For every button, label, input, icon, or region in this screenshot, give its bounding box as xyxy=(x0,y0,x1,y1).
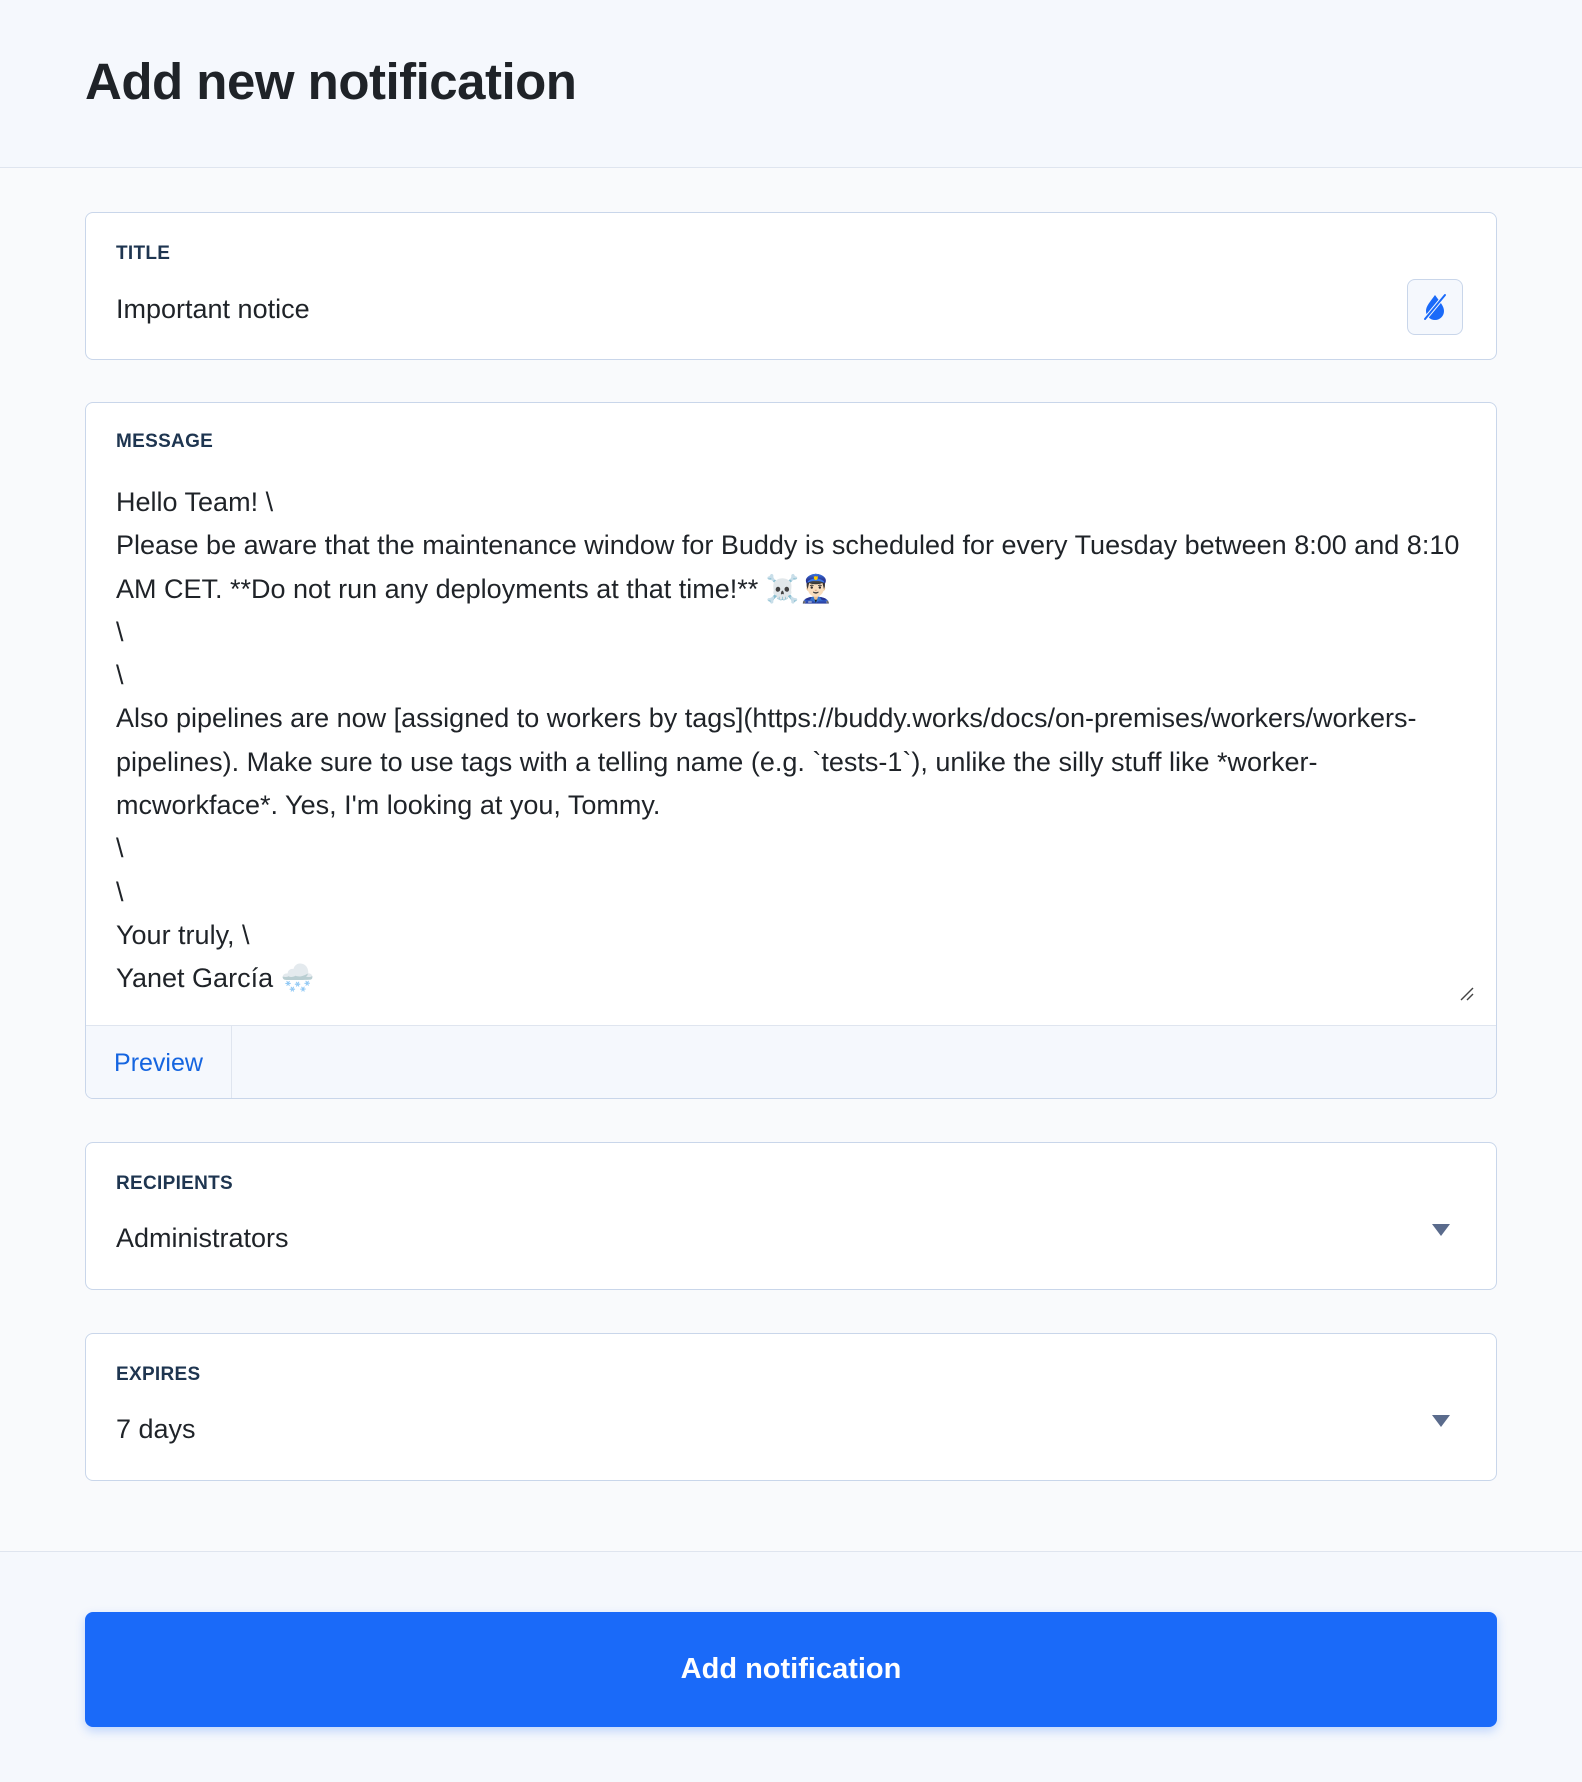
message-field xyxy=(85,402,1497,1099)
expires-label: EXPIRES xyxy=(116,1364,201,1385)
recipients-value: Administrators xyxy=(116,1223,289,1253)
message-field-label: MESSAGE xyxy=(116,431,214,452)
page-title: Add new notification xyxy=(85,53,577,110)
preview-tab[interactable]: Preview xyxy=(86,1026,232,1099)
expires-value: 7 days xyxy=(116,1414,196,1444)
message-footer xyxy=(86,1025,1496,1099)
expires-select[interactable] xyxy=(85,1333,1497,1481)
emoji-toggle-button[interactable] xyxy=(1407,279,1463,335)
recipients-select[interactable] xyxy=(85,1142,1497,1290)
recipients-label: RECIPIENTS xyxy=(116,1173,234,1194)
page-footer xyxy=(0,1551,1582,1782)
title-input[interactable]: Important notice xyxy=(116,294,310,324)
resize-handle-icon[interactable] xyxy=(1458,985,1474,1001)
title-field-label: TITLE xyxy=(116,243,171,264)
chevron-down-icon xyxy=(1431,1223,1451,1237)
no-emoji-icon xyxy=(1420,292,1450,322)
title-field[interactable] xyxy=(85,212,1497,360)
page-header xyxy=(0,0,1582,168)
add-notification-button[interactable]: Add notification xyxy=(85,1612,1497,1727)
chevron-down-icon xyxy=(1431,1414,1451,1428)
message-textarea[interactable]: Hello Team! \ Please be aware that the maintenance window for Buddy is scheduled for every Tuesday between 8:00 and 8:10 AM CET. **Do not run any deployments at that time!** ☠️👮🏻‍♂️ \ \ Also pipelines are now [assigned to workers by tags](https://buddy.works/docs/on-premises/workers/workers-pipelines). Make sure to use tags with a telling name (e.g. `tests-1`), unlike the silly stuff like *worker-mcworkface*. Yes, I'm looking at you, Tommy. \ \ Your truly, \ Yanet García 🌨️ xyxy=(116,487,1460,994)
